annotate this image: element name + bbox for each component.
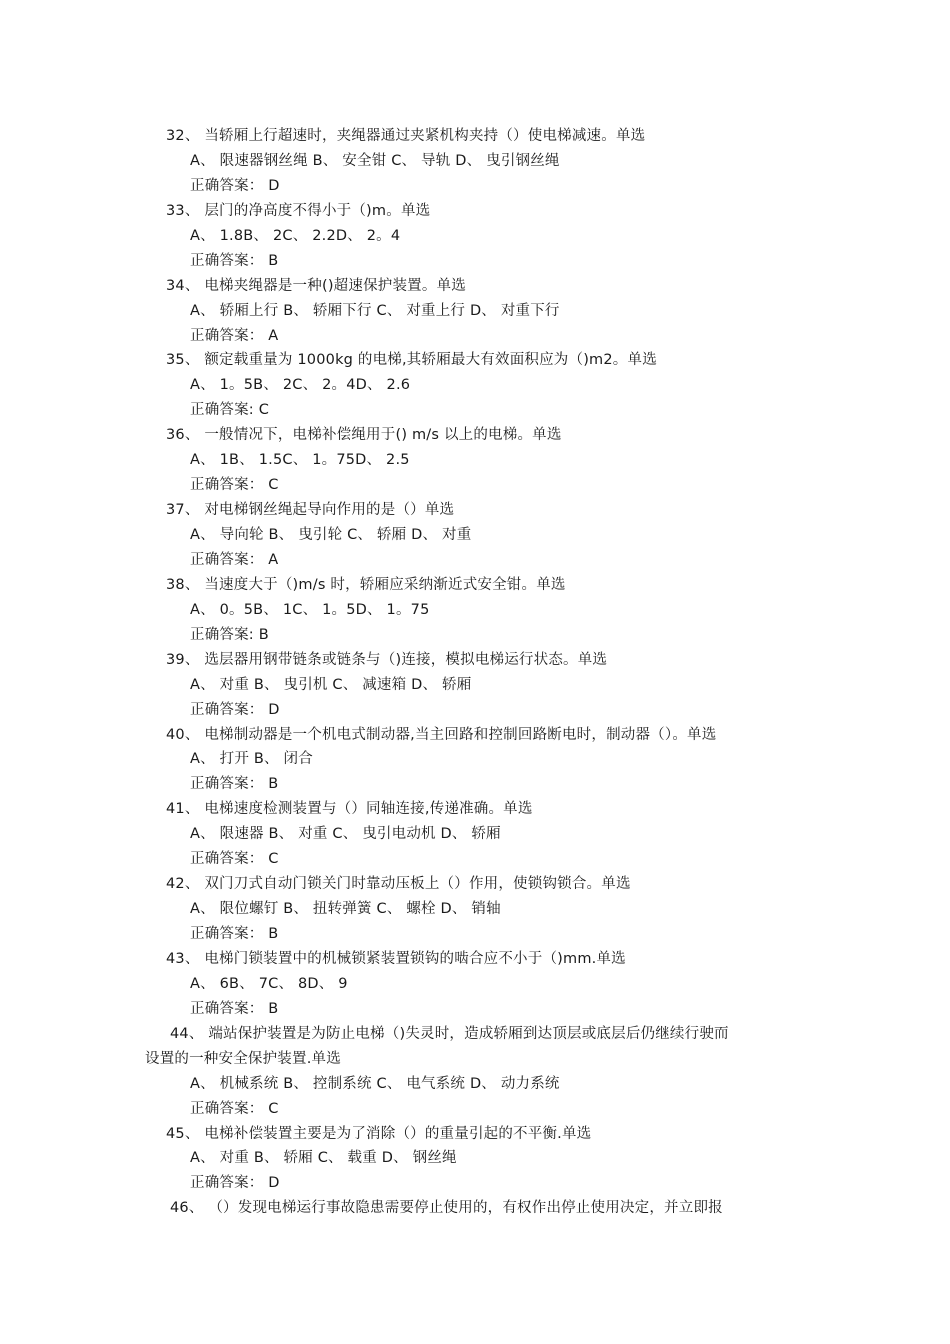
question-text: 32、 当轿厢上行超速时，夹绳器通过夹紧机构夹持（）使电梯减速。单选 <box>166 128 646 144</box>
question-options: A、 1.8B、 2C、 2.2D、 2。4 <box>190 227 401 244</box>
question-options: A、 机械系统 B、 控制系统 C、 电气系统 D、 动力系统 <box>190 1075 560 1092</box>
question-options: A、 轿厢上行 B、 轿厢下行 C、 对重上行 D、 对重下行 <box>190 302 560 319</box>
question-text: 42、 双门刀式自动门锁关门时靠动压板上（）作用，使锁钩锁合。单选 <box>166 876 631 893</box>
question-answer: 正确答案： B <box>190 252 279 269</box>
question-options: A、 6B、 7C、 8D、 9 <box>190 975 348 992</box>
question-text: 34、 电梯夹绳器是一种()超速保护装置。单选 <box>166 277 466 294</box>
question-answer: 正确答案： D <box>190 1175 280 1192</box>
question-answer: 正确答案： B <box>190 776 279 793</box>
question-options: A、 限速器 B、 对重 C、 曳引电动机 D、 轿厢 <box>190 826 501 843</box>
question-answer: 正确答案： D <box>190 701 280 718</box>
question-options: A、 对重 B、 轿厢 C、 载重 D、 钢丝绳 <box>190 1150 457 1167</box>
question-options: A、 0。5B、 1C、 1。5D、 1。75 <box>190 601 430 618</box>
question-options: A、 对重 B、 曳引机 C、 减速箱 D、 轿厢 <box>190 676 472 693</box>
question-text: 35、 额定载重量为 1000kg 的电梯,其轿厢最大有效面积应为（)m2。单选 <box>166 352 657 369</box>
question-options: A、 1。5B、 2C、 2。4D、 2.6 <box>190 377 411 394</box>
question-options: A、 限位螺钉 B、 扭转弹簧 C、 螺栓 D、 销轴 <box>190 901 501 918</box>
question-text: 33、 层门的净高度不得小于（)m。单选 <box>166 202 431 219</box>
question-answer: 正确答案： C <box>190 477 279 494</box>
question-options: A、 限速器钢丝绳 B、 安全钳 C、 导轨 D、 曳引钢丝绳 <box>190 152 560 169</box>
question-answer: 正确答案： C <box>190 851 279 868</box>
question-text: 41、 电梯速度检测装置与（）同轴连接,传递准确。单选 <box>166 801 533 818</box>
question-answer: 正确答案: B <box>190 626 269 643</box>
question-text: 39、 选层器用钢带链条或链条与（)连接，模拟电梯运行状态。单选 <box>166 651 608 668</box>
question-options: A、 打开 B、 闭合 <box>190 751 313 768</box>
question-answer: 正确答案： A <box>190 551 279 568</box>
question-text-continued: 设置的一种安全保护装置.单选 <box>145 1050 341 1067</box>
question-text: 45、 电梯补偿装置主要是为了消除（）的重量引起的不平衡.单选 <box>166 1125 592 1142</box>
question-text: 43、 电梯门锁装置中的机械锁紧装置锁钩的啮合应不小于（)mm.单选 <box>166 950 626 967</box>
question-text: 40、 电梯制动器是一个机电式制动器,当主回路和控制回路断电时，制动器（）。单选 <box>166 726 717 743</box>
question-answer: 正确答案： D <box>190 177 280 194</box>
question-list <box>0 124 950 1221</box>
question-answer: 正确答案: C <box>190 402 270 419</box>
question-text: 38、 当速度大于（)m/s 时，轿厢应采纳渐近式安全钳。单选 <box>166 576 566 593</box>
question-text: 37、 对电梯钢丝绳起导向作用的是（）单选 <box>166 502 455 519</box>
question-answer: 正确答案： B <box>190 926 279 942</box>
question-text: 36、 一般情况下，电梯补偿绳用于() m/s 以上的电梯。单选 <box>166 427 562 444</box>
question-text: 44、 端站保护装置是为防止电梯（)失灵时，造成轿厢到达顶层或底层后仍继续行驶而 <box>170 1025 729 1042</box>
question-options: A、 导向轮 B、 曳引轮 C、 轿厢 D、 对重 <box>190 527 472 543</box>
question-answer: 正确答案： B <box>190 1000 279 1017</box>
question-options: A、 1B、 1.5C、 1。75D、 2.5 <box>190 452 410 469</box>
question-text: 46、 （）发现电梯运行事故隐患需要停止使用的，有权作出停止使用决定，并立即报 <box>170 1200 723 1217</box>
question-answer: 正确答案： A <box>190 327 279 344</box>
question-answer: 正确答案： C <box>190 1100 279 1117</box>
